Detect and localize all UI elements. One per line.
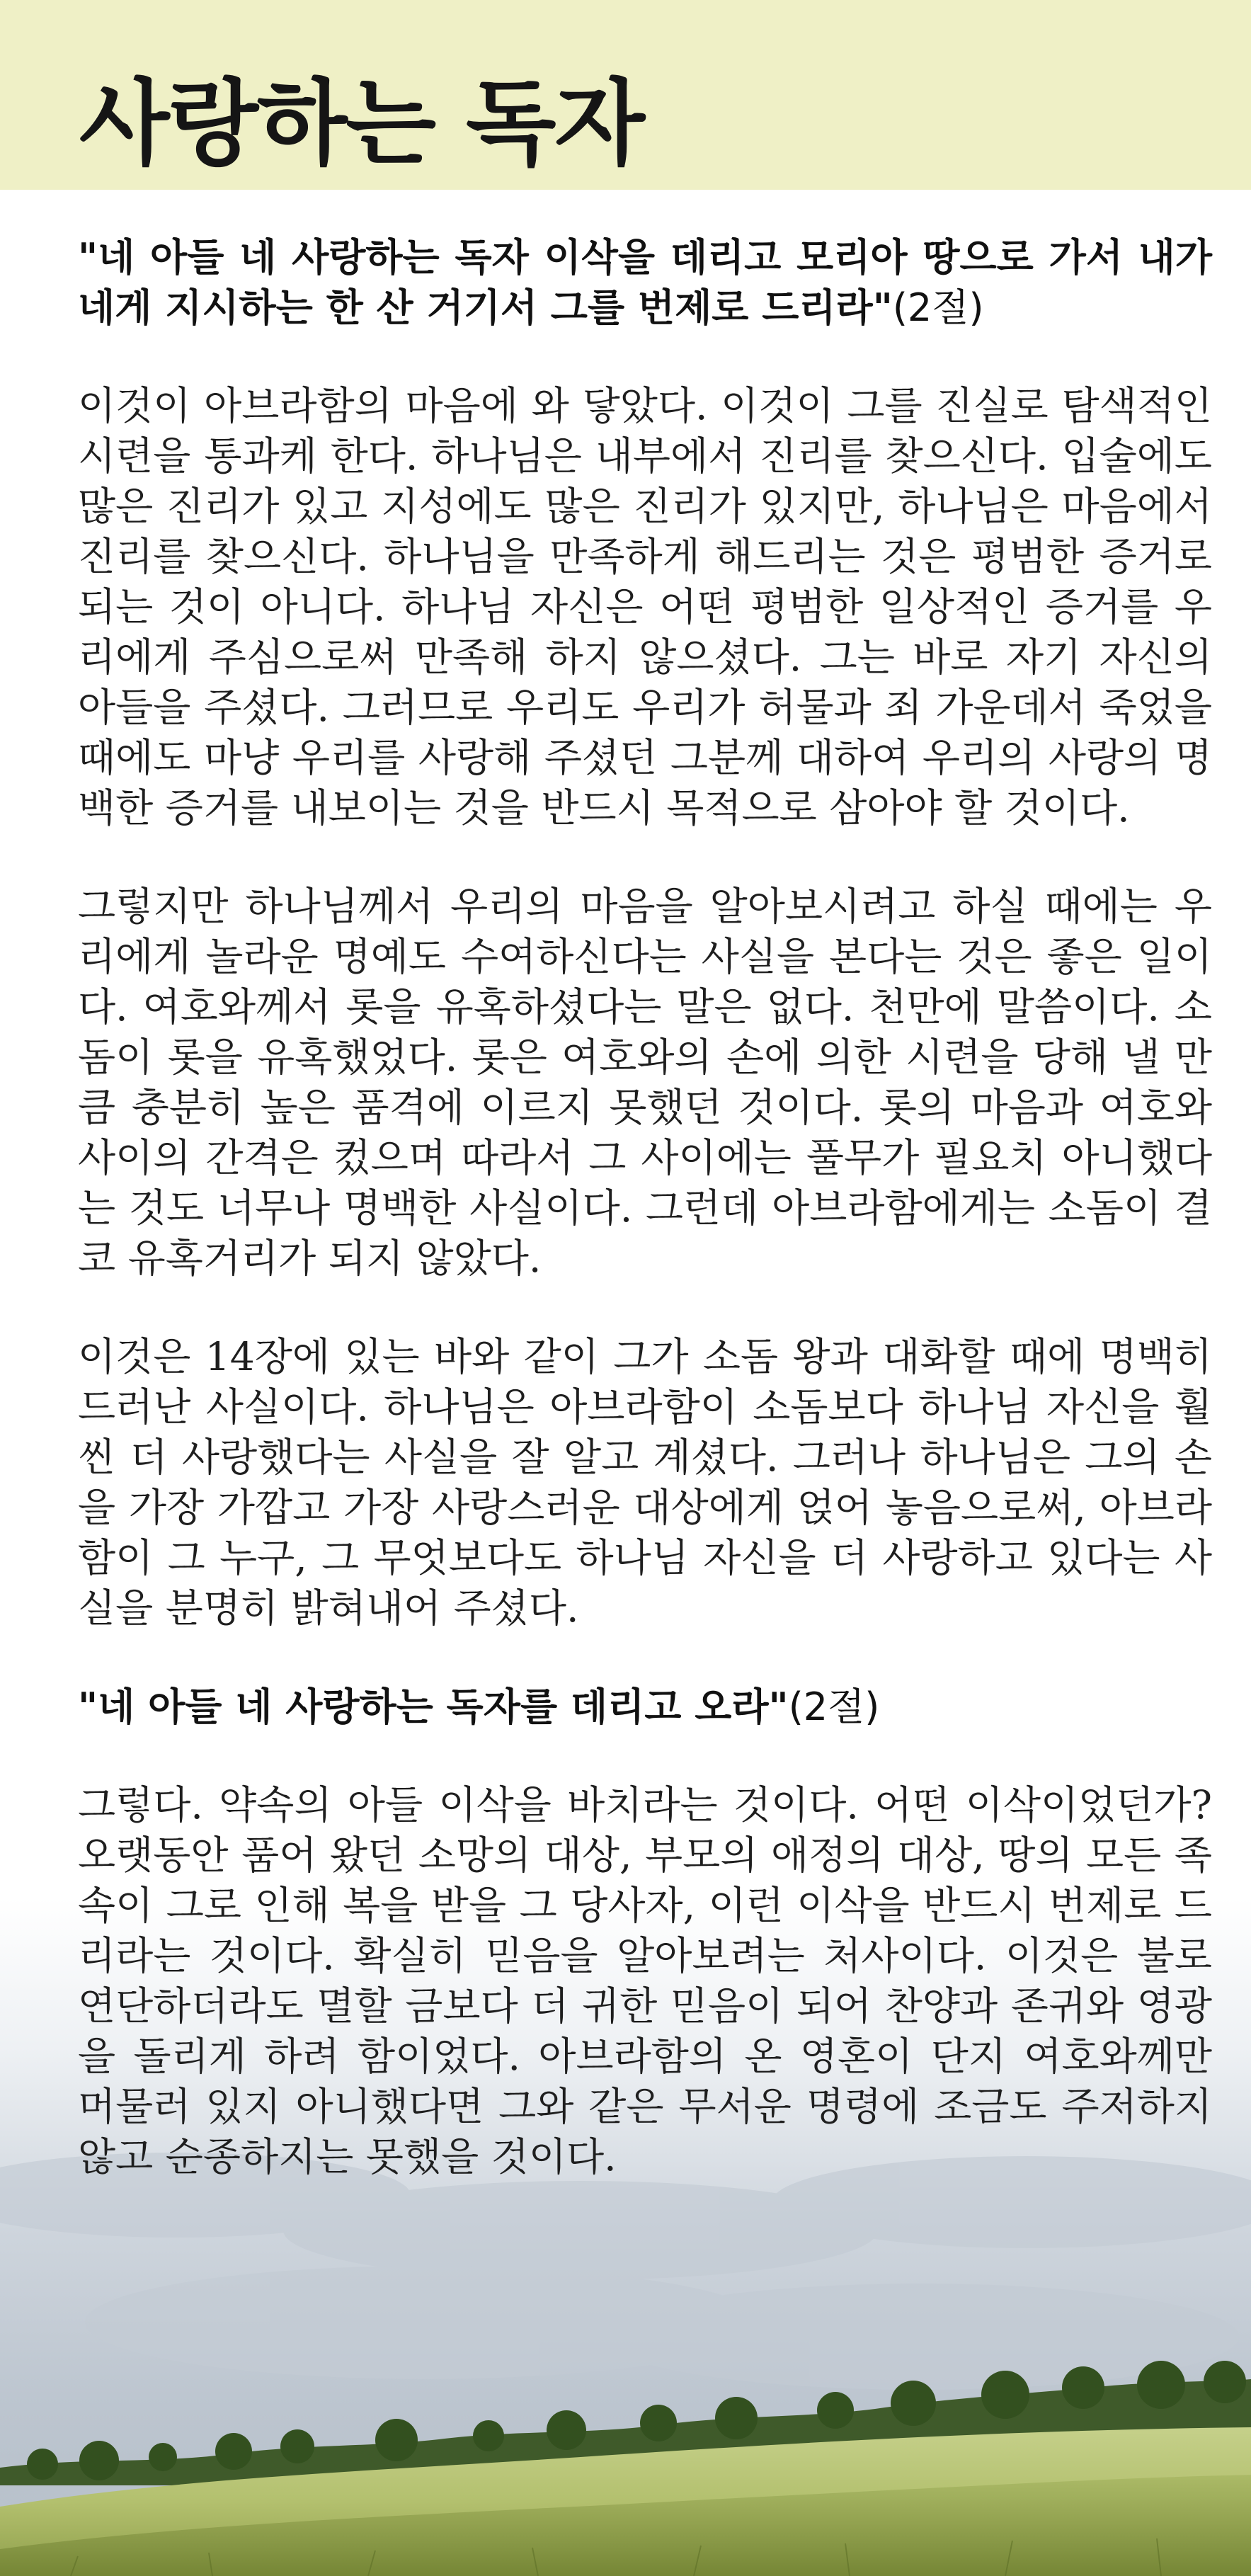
scripture-quote-text: "네 아들 네 사랑하는 독자 이삭을 데리고 모리아 땅으로 가서 내가 네게 지시하는 한 산 거기서 그를 번제로 드리라" — [78, 235, 1212, 330]
page-title: 사랑하는 독자 — [79, 69, 644, 178]
paragraph: 이것은 14장에 있는 바와 같이 그가 소돔 왕과 대화할 때에 명백히 드러난 사실이다. 하나님은 아브라함이 소돔보다 하나님 자신을 훨씬 더 사랑했다는 사실을 잘 알고 계셨다. 그러나 하나님은 그의 손을 가장 가깝고 가장 사랑스러운 대상에게 얹어 놓음으로써, 아브라함이 그 누구, 그 무엇보다도 하나님 자신을 더 사랑하고 있다는 사실을 분명히 밝혀내어 주셨다. — [78, 1334, 1212, 1631]
paragraph: 그렇지만 하나님께서 우리의 마음을 알아보시려고 하실 때에는 우리에게 놀라운 명예도 수여하신다는 사실을 본다는 것은 좋은 일이다. 여호와께서 롯을 유혹하셨다는 말은 없다. 천만에 말씀이다. 소돔이 롯을 유혹했었다. 롯은 여호와의 손에 의한 시련을 당해 낼 만큼 충분히 높은 품격에 이르지 못했던 것이다. 롯의 마음과 여호와 사이의 간격은 컸으며 따라서 그 사이에는 풀무가 필요치 아니했다는 것도 너무나 명백한 사실이다. 그런데 아브라함에게는 소돔이 결코 유혹거리가 되지 않았다. — [78, 884, 1212, 1281]
paragraph: 그렇다. 약속의 아들 이삭을 바치라는 것이다. 어떤 이삭이었던가? 오랫동안 품어 왔던 소망의 대상, 부모의 애정의 대상, 땅의 모든 족속이 그로 인해 복을 받을 그 당사자, 이런 이삭을 반드시 번제로 드리라는 것이다. 확실히 믿음을 알아보려는 처사이다. 이것은 불로 연단하더라도 멸할 금보다 더 귀한 믿음이 되어 찬양과 존귀와 영광을 돌리게 하려 함이었다. 아브라함의 온 영혼이 단지 여호와께만 머물러 있지 아니했다면 그와 같은 무서운 명령에 조금도 주저하지 않고 순종하지는 못했을 것이다. — [78, 1782, 1212, 2179]
paragraph: 이것이 아브라함의 마음에 와 닿았다. 이것이 그를 진실로 탐색적인 시련을 통과케 한다. 하나님은 내부에서 진리를 찾으신다. 입술에도 많은 진리가 있고 지성에도 많은 진리가 있지만, 하나님은 마음에서 진리를 찾으신다. 하나님을 만족하게 해드리는 것은 평범한 증거로 되는 것이 아니다. 하나님 자신은 어떤 평범한 일상적인 증거를 우리에게 주심으로써 만족해 하지 않으셨다. 그는 바로 자기 자신의 아들을 주셨다. 그러므로 우리도 우리가 허물과 죄 가운데서 죽었을 때에도 마냥 우리를 사랑해 주셨던 그분께 대하여 우리의 사랑의 명백한 증거를 내보이는 것을 반드시 목적으로 삼아야 할 것이다. — [78, 383, 1212, 831]
article-body — [78, 232, 1212, 2230]
title-banner — [0, 0, 1251, 190]
scripture-reference: (2절) — [892, 285, 984, 330]
scripture-quote — [78, 1682, 1212, 1732]
scripture-reference: (2절) — [788, 1685, 880, 1729]
scripture-quote — [78, 232, 1212, 333]
scripture-quote-text: "네 아들 네 사랑하는 독자를 데리고 오라" — [78, 1685, 789, 1729]
